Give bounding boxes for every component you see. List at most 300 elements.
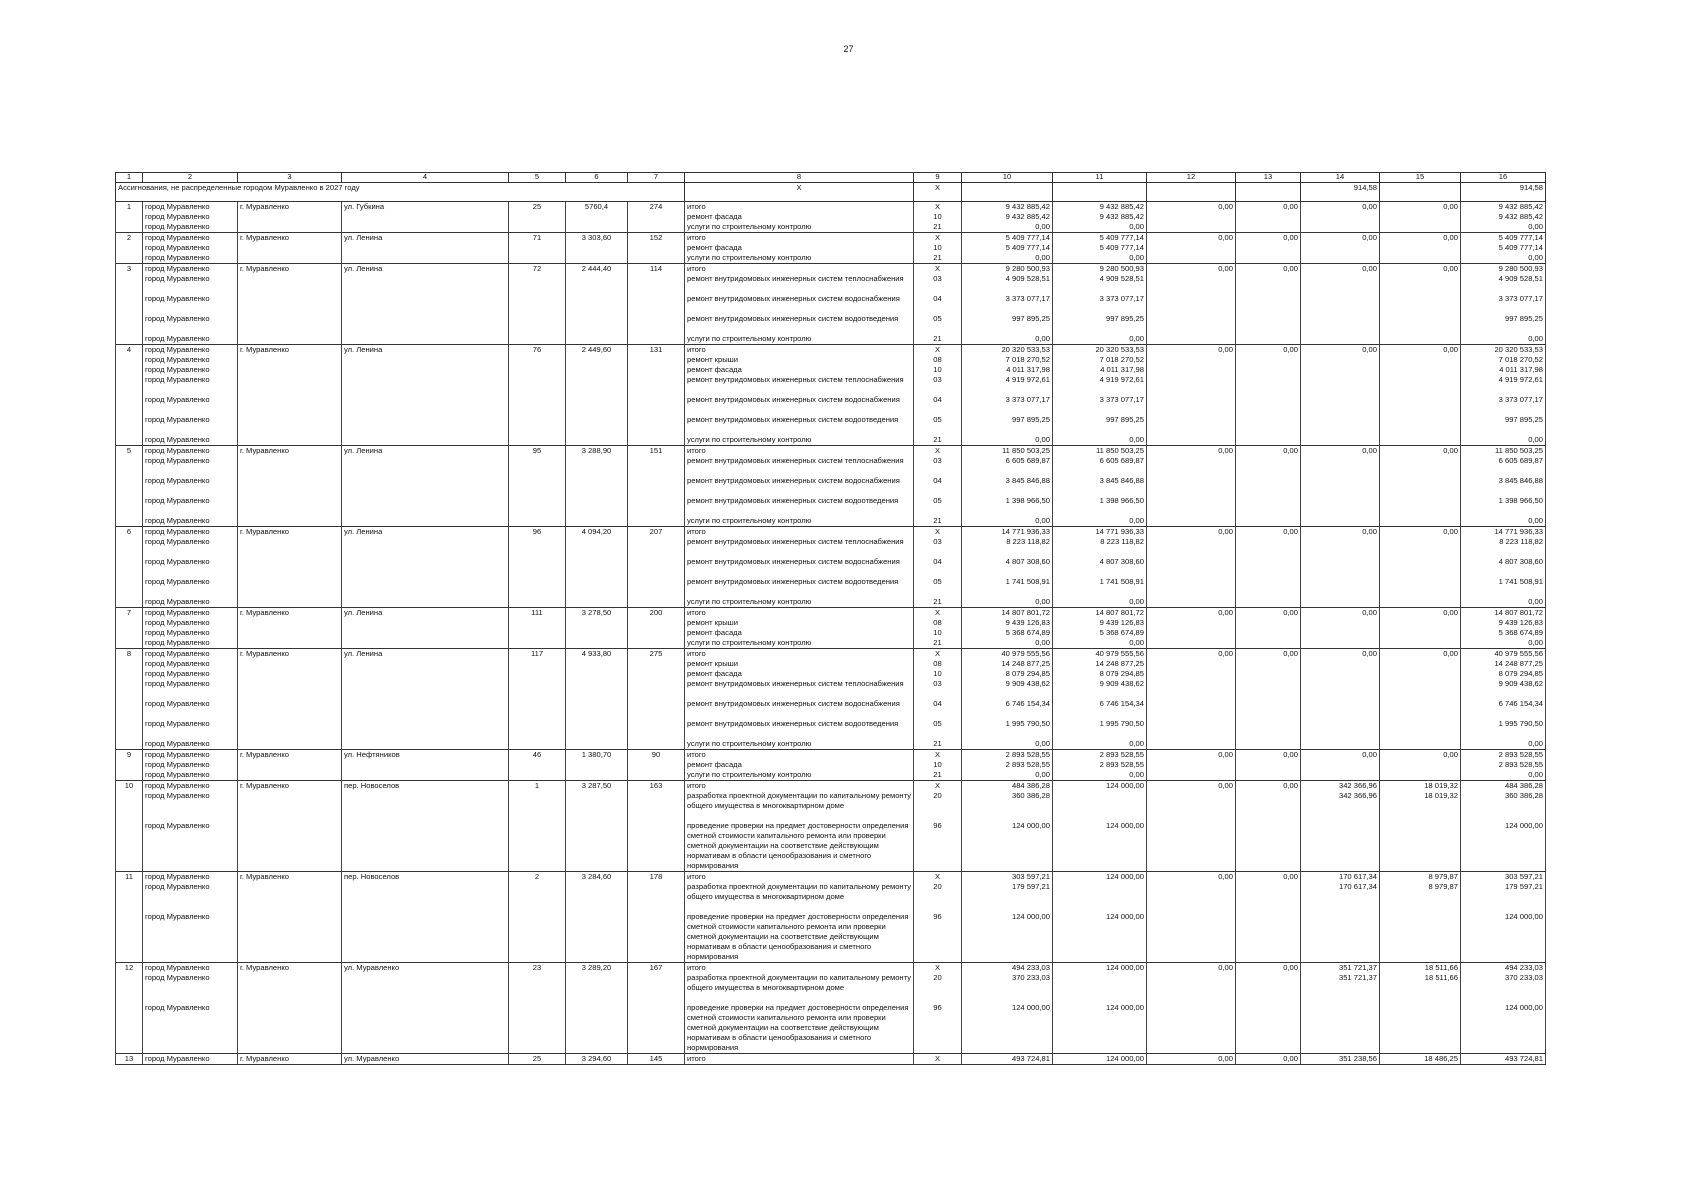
cell-col-13 bbox=[1236, 557, 1301, 577]
cell-col-4 bbox=[342, 1003, 509, 1054]
cell-col-10: 0,00 bbox=[962, 222, 1053, 233]
cell-col-1 bbox=[116, 669, 143, 679]
cell-col-6 bbox=[566, 243, 628, 253]
cell-col-9: 21 bbox=[914, 516, 962, 527]
cell-col-16: 179 597,21 bbox=[1461, 882, 1546, 912]
cell-col-15 bbox=[1380, 222, 1461, 233]
cell-col-13: 0,00 bbox=[1236, 527, 1301, 538]
cell-col-6 bbox=[566, 395, 628, 415]
cell-col-10: 14 248 877,25 bbox=[962, 659, 1053, 669]
cell-col-6: 3 303,60 bbox=[566, 233, 628, 244]
cell-col-8: ремонт внутридомовых инженерных систем водоотведения bbox=[685, 314, 914, 334]
cell-col-2: город Муравленко bbox=[143, 202, 238, 213]
table-row bbox=[116, 1003, 1546, 1054]
cell-col-15 bbox=[1380, 577, 1461, 597]
cell-col-5 bbox=[509, 1003, 566, 1054]
cell-col-13 bbox=[1236, 365, 1301, 375]
cell-col-12: 0,00 bbox=[1147, 264, 1236, 275]
cell-col-3 bbox=[238, 973, 342, 1003]
cell-col-8: ремонт внутридомовых инженерных систем теплоснабжения bbox=[685, 456, 914, 476]
cell-col-16: 0,00 bbox=[1461, 334, 1546, 345]
cell-col-12 bbox=[1147, 212, 1236, 222]
cell-col-5 bbox=[509, 516, 566, 527]
cell-col-11: 2 893 528,55 bbox=[1053, 760, 1147, 770]
cell-col-2: город Муравленко bbox=[143, 446, 238, 457]
cell-col-8: услуги по строительному контролю bbox=[685, 334, 914, 345]
cell-col-9: 03 bbox=[914, 679, 962, 699]
cell-col-9: 04 bbox=[914, 294, 962, 314]
cell-col-5 bbox=[509, 496, 566, 516]
cell-col-3 bbox=[238, 243, 342, 253]
cell-col-9: 05 bbox=[914, 415, 962, 435]
cell-col-12 bbox=[1147, 294, 1236, 314]
cell-col-4 bbox=[342, 659, 509, 669]
cell-col-6: 4 933,80 bbox=[566, 649, 628, 660]
cell-col-7: 275 bbox=[628, 649, 685, 660]
cell-col-16: 0,00 bbox=[1461, 253, 1546, 264]
cell-col-11: 3 373 077,17 bbox=[1053, 395, 1147, 415]
capital-repair-table bbox=[115, 172, 1546, 1065]
cell-col-4 bbox=[342, 739, 509, 750]
cell-col-3 bbox=[238, 435, 342, 446]
cell-col-12 bbox=[1147, 375, 1236, 395]
cell-col-9: X bbox=[914, 446, 962, 457]
cell-col-13 bbox=[1236, 496, 1301, 516]
cell-col-6 bbox=[566, 516, 628, 527]
cell-col-11: 0,00 bbox=[1053, 435, 1147, 446]
cell-col-16: 4 011 317,98 bbox=[1461, 365, 1546, 375]
cell-col-8: итого bbox=[685, 202, 914, 213]
cell-col-13 bbox=[1236, 1003, 1301, 1054]
cell-col-5: 96 bbox=[509, 527, 566, 538]
cell-col-9: 20 bbox=[914, 973, 962, 1003]
cell-col-4: ул. Нефтяников bbox=[342, 750, 509, 761]
cell-col-12: 0,00 bbox=[1147, 233, 1236, 244]
cell-col-16: 360 386,28 bbox=[1461, 791, 1546, 821]
cell-col-8: ремонт крыши bbox=[685, 618, 914, 628]
cell-col-16: 124 000,00 bbox=[1461, 821, 1546, 872]
cell-col-13: 0,00 bbox=[1236, 750, 1301, 761]
cell-col-11: 0,00 bbox=[1053, 253, 1147, 264]
cell-col-3 bbox=[238, 496, 342, 516]
cell-col-11: 124 000,00 bbox=[1053, 912, 1147, 963]
cell-col-2: город Муравленко bbox=[143, 760, 238, 770]
cell-col-8: ремонт внутридомовых инженерных систем теплоснабжения bbox=[685, 274, 914, 294]
cell-col-5 bbox=[509, 770, 566, 781]
cell-col-11: 5 409 777,14 bbox=[1053, 233, 1147, 244]
cell-col-10: 11 850 503,25 bbox=[962, 446, 1053, 457]
cell-col-2: город Муравленко bbox=[143, 456, 238, 476]
cell-col-11: 4 011 317,98 bbox=[1053, 365, 1147, 375]
cell-col-1: 8 bbox=[116, 649, 143, 660]
cell-col-4 bbox=[342, 537, 509, 557]
table-row bbox=[116, 233, 1546, 244]
cell-col-10: 9 432 885,42 bbox=[962, 212, 1053, 222]
cell-col-6 bbox=[566, 355, 628, 365]
cell-col-3: г. Муравленко bbox=[238, 345, 342, 356]
cell-col-4 bbox=[342, 638, 509, 649]
cell-col-8: ремонт внутридомовых инженерных систем водоотведения bbox=[685, 719, 914, 739]
cell-col-1 bbox=[116, 537, 143, 557]
cell-col-1 bbox=[116, 243, 143, 253]
cell-col-6 bbox=[566, 638, 628, 649]
cell-col-13 bbox=[1236, 912, 1301, 963]
cell-col-5: 95 bbox=[509, 446, 566, 457]
cell-col-8: итого bbox=[685, 872, 914, 883]
cell-col-8: ремонт фасада bbox=[685, 669, 914, 679]
cell-col-12 bbox=[1147, 516, 1236, 527]
cell-col-15 bbox=[1380, 1003, 1461, 1054]
cell-col-14: 0,00 bbox=[1301, 446, 1380, 457]
cell-col-4 bbox=[342, 699, 509, 719]
cell-col-14 bbox=[1301, 679, 1380, 699]
cell-col-6 bbox=[566, 212, 628, 222]
cell-col-6 bbox=[566, 597, 628, 608]
column-number: 9 bbox=[914, 173, 962, 183]
cell-col-1: 11 bbox=[116, 872, 143, 883]
cell-col-7 bbox=[628, 274, 685, 294]
cell-col-10: 6 746 154,34 bbox=[962, 699, 1053, 719]
cell-col-10: 0,00 bbox=[962, 638, 1053, 649]
cell-col-16: 11 850 503,25 bbox=[1461, 446, 1546, 457]
table-row bbox=[116, 456, 1546, 476]
table-row bbox=[116, 516, 1546, 527]
table-row bbox=[116, 253, 1546, 264]
cell-col-8: ремонт внутридомовых инженерных систем теплоснабжения bbox=[685, 537, 914, 557]
cell-col-15 bbox=[1380, 770, 1461, 781]
cell-col-11: 40 979 555,56 bbox=[1053, 649, 1147, 660]
cell-col-8: услуги по строительному контролю bbox=[685, 638, 914, 649]
cell-col-16: 3 373 077,17 bbox=[1461, 395, 1546, 415]
cell-col-13 bbox=[1236, 628, 1301, 638]
cell-col-5 bbox=[509, 274, 566, 294]
cell-col-1 bbox=[116, 760, 143, 770]
cell-col-4 bbox=[342, 760, 509, 770]
cell-col-16: 5 368 674,89 bbox=[1461, 628, 1546, 638]
cell-col-7: 90 bbox=[628, 750, 685, 761]
cell-col-15 bbox=[1380, 638, 1461, 649]
cell-col-10: 0,00 bbox=[962, 739, 1053, 750]
cell-col-13 bbox=[1236, 821, 1301, 872]
table-row bbox=[116, 222, 1546, 233]
cell-col-6 bbox=[566, 739, 628, 750]
cell-col-13 bbox=[1236, 435, 1301, 446]
cell-col-14 bbox=[1301, 314, 1380, 334]
cell-col-2: город Муравленко bbox=[143, 750, 238, 761]
cell-col-11: 8 223 118,82 bbox=[1053, 537, 1147, 557]
cell-col-7: 200 bbox=[628, 608, 685, 619]
cell-col-14 bbox=[1301, 638, 1380, 649]
cell-col-10: 0,00 bbox=[962, 597, 1053, 608]
cell-col-8: услуги по строительному контролю bbox=[685, 516, 914, 527]
unallocated-col16: 914,58 bbox=[1461, 183, 1546, 202]
cell-col-16: 8 223 118,82 bbox=[1461, 537, 1546, 557]
cell-col-6 bbox=[566, 821, 628, 872]
table-row bbox=[116, 760, 1546, 770]
cell-col-13: 0,00 bbox=[1236, 963, 1301, 974]
cell-col-15 bbox=[1380, 274, 1461, 294]
cell-col-3 bbox=[238, 618, 342, 628]
cell-col-14 bbox=[1301, 669, 1380, 679]
cell-col-9: 10 bbox=[914, 760, 962, 770]
cell-col-6 bbox=[566, 669, 628, 679]
cell-col-3 bbox=[238, 222, 342, 233]
cell-col-8: ремонт фасада bbox=[685, 212, 914, 222]
cell-col-7 bbox=[628, 821, 685, 872]
cell-col-13 bbox=[1236, 334, 1301, 345]
cell-col-14 bbox=[1301, 476, 1380, 496]
cell-col-6 bbox=[566, 628, 628, 638]
cell-col-9: X bbox=[914, 202, 962, 213]
cell-col-12: 0,00 bbox=[1147, 345, 1236, 356]
cell-col-3 bbox=[238, 739, 342, 750]
cell-col-5 bbox=[509, 395, 566, 415]
cell-col-8: ремонт крыши bbox=[685, 659, 914, 669]
cell-col-14: 342 366,96 bbox=[1301, 781, 1380, 792]
cell-col-16: 2 893 528,55 bbox=[1461, 760, 1546, 770]
cell-col-3 bbox=[238, 760, 342, 770]
table-row bbox=[116, 659, 1546, 669]
cell-col-1 bbox=[116, 212, 143, 222]
cell-col-12 bbox=[1147, 537, 1236, 557]
cell-col-6 bbox=[566, 1003, 628, 1054]
cell-col-11: 9 280 500,93 bbox=[1053, 264, 1147, 275]
cell-col-6 bbox=[566, 770, 628, 781]
cell-col-7 bbox=[628, 365, 685, 375]
cell-col-9: X bbox=[914, 750, 962, 761]
cell-col-7 bbox=[628, 456, 685, 476]
cell-col-3: г. Муравленко bbox=[238, 649, 342, 660]
cell-col-9: 03 bbox=[914, 537, 962, 557]
cell-col-16: 9 909 438,62 bbox=[1461, 679, 1546, 699]
cell-col-9: 21 bbox=[914, 222, 962, 233]
cell-col-12 bbox=[1147, 334, 1236, 345]
cell-col-12: 0,00 bbox=[1147, 963, 1236, 974]
cell-col-3 bbox=[238, 212, 342, 222]
cell-col-7: 152 bbox=[628, 233, 685, 244]
cell-col-6 bbox=[566, 415, 628, 435]
cell-col-16: 5 409 777,14 bbox=[1461, 233, 1546, 244]
cell-col-1: 10 bbox=[116, 781, 143, 792]
cell-col-4: ул. Муравленко bbox=[342, 963, 509, 974]
cell-col-7 bbox=[628, 577, 685, 597]
cell-col-10: 0,00 bbox=[962, 435, 1053, 446]
cell-col-8: ремонт внутридомовых инженерных систем водоотведения bbox=[685, 496, 914, 516]
cell-col-16: 9 280 500,93 bbox=[1461, 264, 1546, 275]
table-row bbox=[116, 212, 1546, 222]
cell-col-1: 13 bbox=[116, 1054, 143, 1065]
cell-col-12 bbox=[1147, 365, 1236, 375]
cell-col-3: г. Муравленко bbox=[238, 446, 342, 457]
cell-col-8: разработка проектной документации по капитальному ремонту общего имущества в многоквартирном доме bbox=[685, 791, 914, 821]
cell-col-14 bbox=[1301, 334, 1380, 345]
cell-col-7 bbox=[628, 760, 685, 770]
table-row bbox=[116, 446, 1546, 457]
cell-col-12 bbox=[1147, 638, 1236, 649]
cell-col-6 bbox=[566, 222, 628, 233]
cell-col-11: 0,00 bbox=[1053, 638, 1147, 649]
cell-col-11: 124 000,00 bbox=[1053, 1054, 1147, 1065]
cell-col-6: 2 444,40 bbox=[566, 264, 628, 275]
cell-col-12 bbox=[1147, 628, 1236, 638]
cell-col-10: 303 597,21 bbox=[962, 872, 1053, 883]
cell-col-14 bbox=[1301, 557, 1380, 577]
cell-col-13 bbox=[1236, 618, 1301, 628]
cell-col-3: г. Муравленко bbox=[238, 233, 342, 244]
cell-col-2: город Муравленко bbox=[143, 628, 238, 638]
table-row bbox=[116, 334, 1546, 345]
cell-col-13: 0,00 bbox=[1236, 608, 1301, 619]
cell-col-10: 360 386,28 bbox=[962, 791, 1053, 821]
cell-col-6: 2 449,60 bbox=[566, 345, 628, 356]
cell-col-15: 0,00 bbox=[1380, 750, 1461, 761]
cell-col-11: 1 741 508,91 bbox=[1053, 577, 1147, 597]
cell-col-15 bbox=[1380, 669, 1461, 679]
cell-col-13 bbox=[1236, 476, 1301, 496]
column-number: 8 bbox=[685, 173, 914, 183]
cell-col-9: 21 bbox=[914, 739, 962, 750]
cell-col-5 bbox=[509, 375, 566, 395]
cell-col-1: 7 bbox=[116, 608, 143, 619]
cell-col-11: 997 895,25 bbox=[1053, 415, 1147, 435]
cell-col-5 bbox=[509, 537, 566, 557]
cell-col-12 bbox=[1147, 456, 1236, 476]
cell-col-14: 0,00 bbox=[1301, 345, 1380, 356]
cell-col-6 bbox=[566, 294, 628, 314]
table-row bbox=[116, 618, 1546, 628]
cell-col-5 bbox=[509, 334, 566, 345]
cell-col-15 bbox=[1380, 435, 1461, 446]
table-row bbox=[116, 719, 1546, 739]
cell-col-15 bbox=[1380, 476, 1461, 496]
cell-col-5 bbox=[509, 253, 566, 264]
cell-col-8: ремонт внутридомовых инженерных систем водоотведения bbox=[685, 577, 914, 597]
cell-col-7 bbox=[628, 476, 685, 496]
cell-col-11: 3 845 846,88 bbox=[1053, 476, 1147, 496]
cell-col-8: ремонт внутридомовых инженерных систем водоснабжения bbox=[685, 294, 914, 314]
cell-col-16: 5 409 777,14 bbox=[1461, 243, 1546, 253]
cell-col-14 bbox=[1301, 1003, 1380, 1054]
cell-col-14 bbox=[1301, 516, 1380, 527]
cell-col-2: город Муравленко bbox=[143, 345, 238, 356]
cell-col-3 bbox=[238, 699, 342, 719]
cell-col-7 bbox=[628, 739, 685, 750]
cell-col-5 bbox=[509, 314, 566, 334]
cell-col-15 bbox=[1380, 719, 1461, 739]
cell-col-11: 124 000,00 bbox=[1053, 781, 1147, 792]
cell-col-7 bbox=[628, 669, 685, 679]
unallocated-label: Ассигнования, не распределенные городом Муравленко в 2027 году bbox=[116, 183, 685, 202]
cell-col-5 bbox=[509, 638, 566, 649]
cell-col-13: 0,00 bbox=[1236, 446, 1301, 457]
cell-col-2: город Муравленко bbox=[143, 212, 238, 222]
cell-col-13: 0,00 bbox=[1236, 202, 1301, 213]
cell-col-15 bbox=[1380, 355, 1461, 365]
table-row bbox=[116, 791, 1546, 821]
cell-col-8: услуги по строительному контролю bbox=[685, 222, 914, 233]
cell-col-10: 1 398 966,50 bbox=[962, 496, 1053, 516]
cell-col-15 bbox=[1380, 496, 1461, 516]
cell-col-10: 0,00 bbox=[962, 516, 1053, 527]
cell-col-13 bbox=[1236, 973, 1301, 1003]
cell-col-2: город Муравленко bbox=[143, 253, 238, 264]
cell-col-2: город Муравленко bbox=[143, 963, 238, 974]
cell-col-11: 1 398 966,50 bbox=[1053, 496, 1147, 516]
cell-col-1 bbox=[116, 1003, 143, 1054]
cell-col-6: 3 278,50 bbox=[566, 608, 628, 619]
cell-col-9: X bbox=[914, 649, 962, 660]
cell-col-12 bbox=[1147, 415, 1236, 435]
cell-col-4: ул. Ленина bbox=[342, 345, 509, 356]
cell-col-1: 1 bbox=[116, 202, 143, 213]
cell-col-4 bbox=[342, 882, 509, 912]
cell-col-4 bbox=[342, 770, 509, 781]
cell-col-10: 484 386,28 bbox=[962, 781, 1053, 792]
cell-col-5 bbox=[509, 973, 566, 1003]
cell-col-14 bbox=[1301, 375, 1380, 395]
cell-col-9: 10 bbox=[914, 669, 962, 679]
cell-col-1 bbox=[116, 557, 143, 577]
cell-col-7 bbox=[628, 243, 685, 253]
cell-col-12: 0,00 bbox=[1147, 202, 1236, 213]
cell-col-14 bbox=[1301, 618, 1380, 628]
cell-col-12: 0,00 bbox=[1147, 527, 1236, 538]
cell-col-2: город Муравленко bbox=[143, 274, 238, 294]
cell-col-13 bbox=[1236, 659, 1301, 669]
cell-col-14 bbox=[1301, 628, 1380, 638]
cell-col-10: 3 845 846,88 bbox=[962, 476, 1053, 496]
cell-col-4 bbox=[342, 791, 509, 821]
cell-col-16: 8 079 294,85 bbox=[1461, 669, 1546, 679]
cell-col-14 bbox=[1301, 659, 1380, 669]
cell-col-7 bbox=[628, 679, 685, 699]
cell-col-14: 0,00 bbox=[1301, 264, 1380, 275]
cell-col-13 bbox=[1236, 669, 1301, 679]
cell-col-11: 9 909 438,62 bbox=[1053, 679, 1147, 699]
cell-col-13: 0,00 bbox=[1236, 781, 1301, 792]
column-number: 12 bbox=[1147, 173, 1236, 183]
table-row bbox=[116, 202, 1546, 213]
cell-col-11: 5 368 674,89 bbox=[1053, 628, 1147, 638]
cell-col-12: 0,00 bbox=[1147, 608, 1236, 619]
cell-col-7 bbox=[628, 699, 685, 719]
cell-col-4 bbox=[342, 597, 509, 608]
cell-col-3 bbox=[238, 355, 342, 365]
cell-col-3: г. Муравленко bbox=[238, 608, 342, 619]
cell-col-10: 5 409 777,14 bbox=[962, 233, 1053, 244]
cell-col-4 bbox=[342, 253, 509, 264]
cell-col-13 bbox=[1236, 253, 1301, 264]
cell-col-10: 1 741 508,91 bbox=[962, 577, 1053, 597]
cell-col-14 bbox=[1301, 537, 1380, 557]
cell-col-13 bbox=[1236, 516, 1301, 527]
cell-col-14 bbox=[1301, 274, 1380, 294]
cell-col-4: ул. Ленина bbox=[342, 649, 509, 660]
cell-col-1 bbox=[116, 334, 143, 345]
cell-col-7 bbox=[628, 973, 685, 1003]
cell-col-15: 0,00 bbox=[1380, 527, 1461, 538]
cell-col-1: 12 bbox=[116, 963, 143, 974]
cell-col-10: 124 000,00 bbox=[962, 1003, 1053, 1054]
cell-col-1 bbox=[116, 476, 143, 496]
cell-col-12 bbox=[1147, 243, 1236, 253]
cell-col-15 bbox=[1380, 516, 1461, 527]
cell-col-15 bbox=[1380, 456, 1461, 476]
cell-col-5 bbox=[509, 760, 566, 770]
cell-col-16: 370 233,03 bbox=[1461, 973, 1546, 1003]
cell-col-6 bbox=[566, 253, 628, 264]
cell-col-12 bbox=[1147, 679, 1236, 699]
